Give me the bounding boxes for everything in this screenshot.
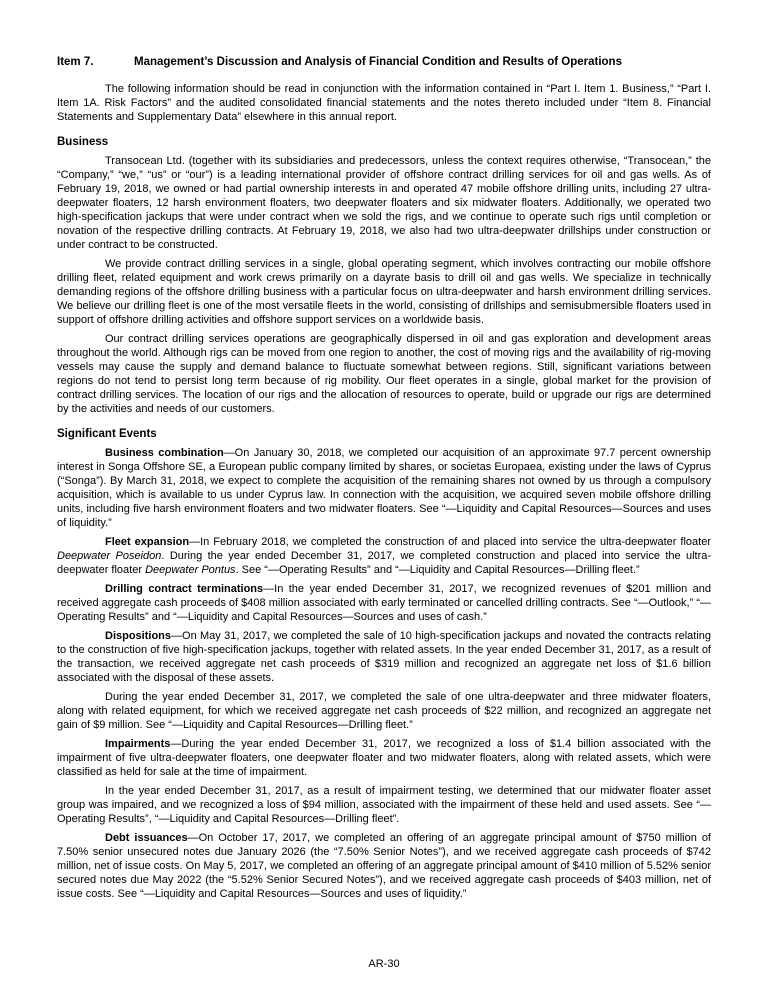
paragraph-text: —In February 2018, we completed the construction of and placed into service the ultra-deepwater floater <box>189 536 711 548</box>
paragraph-impairments-continued: In the year ended December 31, 2017, as a result of impairment testing, we determined that our midwater floater asset group was impaired, and we recognized a loss of $94 million, associated with the impairment of these held and used assets. See “—Operating Results”, “—Liquidity and Capital Resources—Drilling fleet”. <box>57 785 711 825</box>
paragraph-impairments <box>57 737 711 779</box>
paragraph-lead: Dispositions <box>105 630 172 642</box>
paragraph-text: . See “—Operating Results” and “—Liquidity and Capital Resources—Drilling fleet.” <box>235 564 640 576</box>
paragraph-lead: Fleet expansion <box>105 536 190 548</box>
paragraph-dispositions <box>57 629 711 685</box>
paragraph-debt-issuances <box>57 831 711 901</box>
intro-paragraph: The following information should be read in conjunction with the information contained in “Part I. Item 1. Business,” “Part I. Item 1A. Risk Factors” and the audited consolidated financial statements and the notes thereto included under “Item 8. Financial Statements and Supplementary Data” elsewhere in this annual report. <box>57 83 711 123</box>
paragraph-lead: Business combination <box>105 447 224 459</box>
item-number-label: Item 7. <box>57 56 94 68</box>
business-paragraph-2: We provide contract drilling services in a single, global operating segment, which involves contracting our mobile offshore drilling fleet, related equipment and work crews primarily on a dayrate basis to drill oil and gas wells. We specialize in technically demanding regions of the offshore drilling business with a particular focus on ultra-deepwater and harsh environment drilling services. We believe our drilling fleet is one of the most versatile fleets in the world, consisting of drillships and semisubmersible floaters used in support of offshore drilling activities and offshore support services on a worldwide basis. <box>57 258 711 326</box>
paragraph-drilling-contract-terminations <box>57 582 711 624</box>
paragraph-lead: Impairments <box>105 738 171 750</box>
item7-heading <box>57 55 711 69</box>
paragraph-fleet-expansion <box>57 535 711 577</box>
paragraph-business-combination <box>57 446 711 530</box>
paragraph-lead: Debt issuances <box>105 832 188 844</box>
ship-name: Deepwater Poseidon <box>57 550 162 562</box>
paragraph-dispositions-continued: During the year ended December 31, 2017, we completed the sale of one ultra-deepwater and three midwater floaters, along with related equipment, for which we received aggregate net cash proceeds of $22 million, and recognized an aggregate net gain of $9 million. See “—Liquidity and Capital Resources—Drilling fleet.” <box>57 691 711 731</box>
page-number: AR-30 <box>368 958 400 970</box>
ship-name: Deepwater Pontus <box>145 564 236 576</box>
paragraph-lead: Drilling contract terminations <box>105 583 264 595</box>
paragraph-text: —During the year ended December 31, 2017, we recognized a loss of $1.4 billion associated with the impairment of five ultra-deepwater floaters, one deepwater floater and two midwater floaters, along with related assets, which were classified as held for sale at the time of impairment. <box>57 738 711 778</box>
business-paragraph-1: Transocean Ltd. (together with its subsidiaries and predecessors, unless the context requires otherwise, “Transocean,” the “Company,” “we,” “us” or “our”) is a leading international provider of offshore contract drilling services for oil and gas wells. As of February 19, 2018, we owned or had partial ownership interests in and operated 47 mobile offshore drilling units, including 27 ultra-deepwater floaters, 12 harsh environment floaters, two deepwater floaters and six midwater floaters. Additionally, we operated two high-specification jackups that were under contract when we sold the rigs, and we continue to operate such rigs until completion or novation of the respective drilling contracts. At February 19, 2018, we also had two ultra-deepwater drillships under construction or under contract to be constructed. <box>57 155 711 251</box>
paragraph-text: —On May 31, 2017, we completed the sale of 10 high-specification jackups and novated the contracts relating to the construction of five high-specification jackups, together with related assets. In the year ended December 31, 2017, as a result of the transaction, we received aggregate net cash proceeds of $319 million and recognized an aggregate net loss of $1.6 billion associated with the disposal of these assets. <box>57 630 711 684</box>
business-section-heading: Business <box>57 136 109 148</box>
significant-events-section-heading: Significant Events <box>57 428 157 440</box>
item-title: Management’s Discussion and Analysis of Financial Condition and Results of Operations <box>134 56 622 68</box>
business-paragraph-3: Our contract drilling services operations are geographically dispersed in oil and gas exploration and development areas throughout the world. Although rigs can be moved from one region to another, the cost of moving rigs and the availability of rig-moving vessels may cause the supply and demand balance to fluctuate somewhat between regions. Still, significant variations between regions do not tend to persist long term because of rig mobility. Our fleet operates in a single, global market for the provision of contract drilling services. The location of our rigs and the allocation of resources to operate, build or upgrade our rigs are determined by the activities and needs of our customers. <box>57 333 711 415</box>
paragraph-text: . During the year ended December 31, 2017, we completed construction and placed into service the ultra-deepwater floater <box>57 550 712 576</box>
paragraph-text: —On January 30, 2018, we completed our acquisition of an approximate 97.7 percent ownership interest in Songa Offshore SE, a European public company limited by shares, or societas Europaea, existing under the laws of Cyprus (“Songa”). By March 31, 2018, we expect to complete the acquisition of the remaining shares not owned by us through a compulsory acquisition, which is available to us under Cyprus law. In connection with the acquisition, we acquired seven mobile offshore drilling units, including five harsh environment floaters and two midwater floaters. See “—Liquidity and Capital Resources—Sources and uses of liquidity.” <box>57 447 711 529</box>
paragraph-text: —In the year ended December 31, 2017, we recognized revenues of $201 million and received aggregate cash proceeds of $408 million associated with early terminated or cancelled drilling contracts. See “—Outlook,” “—Operating Results” and “—Liquidity and Capital Resources—Sources and uses of cash.” <box>57 583 711 623</box>
paragraph-text: —On October 17, 2017, we completed an offering of an aggregate principal amount of $750 million of 7.50% senior unsecured notes due January 2026 (the “7.50% Senior Notes”), and we received aggregate cash proceeds of $742 million, net of issue costs. On May 5, 2017, we completed an offering of an aggregate principal amount of $410 million of 5.52% senior secured notes due May 2022 (the “5.52% Senior Secured Notes”), and we received aggregate cash proceeds of $403 million, net of issue costs. See “—Liquidity and Capital Resources—Sources and uses of liquidity.” <box>57 832 711 900</box>
